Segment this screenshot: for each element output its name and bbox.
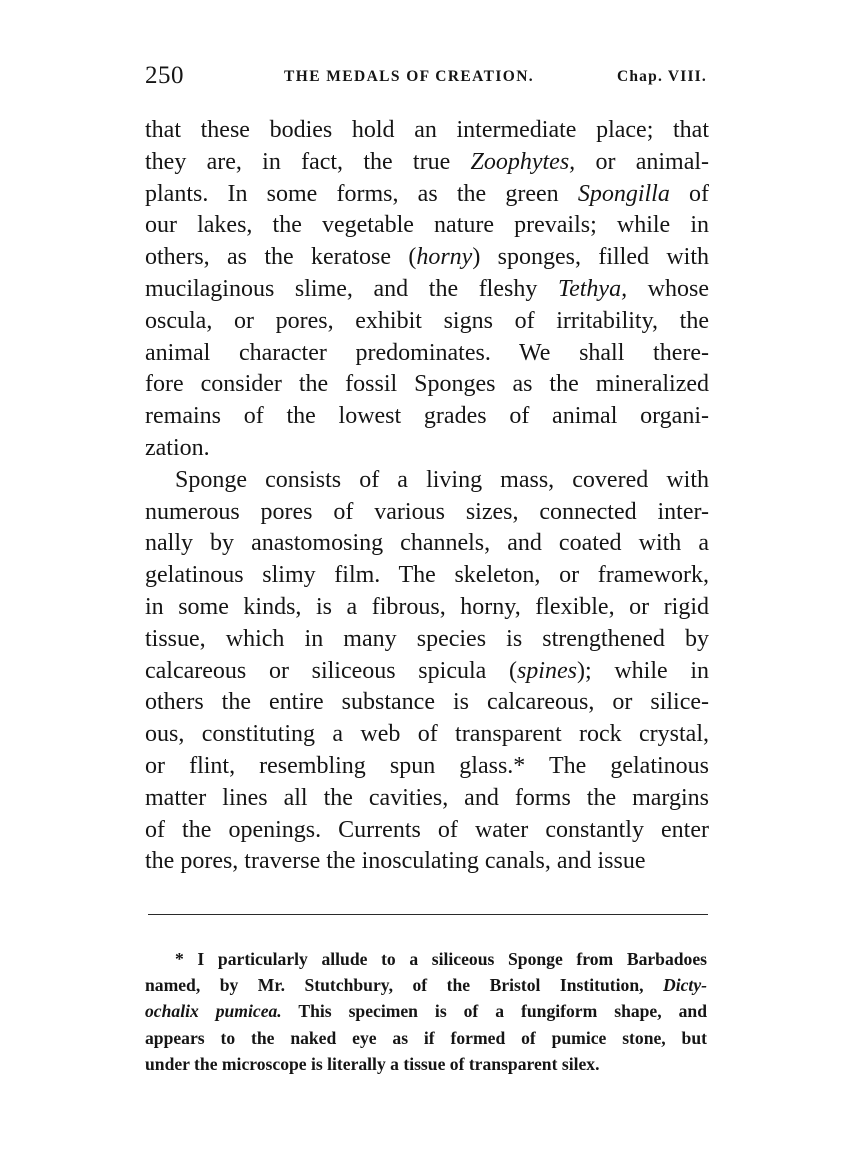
body-text-line: remains of the lowest grades of animal organi-: [145, 403, 709, 430]
footnote-line: ochalix pumicea. This specimen is of a fungiform shape, and: [145, 1001, 707, 1022]
body-text-line: in some kinds, is a fibrous, horny, flexible, or rigid: [145, 593, 709, 620]
footnote-line: * I particularly allude to a siliceous Sponge from Barbadoes: [175, 949, 707, 969]
body-text-italic-term: spines: [516, 657, 577, 684]
page-number: 250: [145, 62, 184, 89]
body-text-line: gelatinous slimy film. The skeleton, or framework,: [145, 562, 709, 589]
footnote-divider: [148, 914, 708, 915]
footnote-italic-term: Dicty-: [663, 975, 707, 996]
body-text-line: matter lines all the cavities, and forms the margins: [145, 784, 709, 811]
body-text-line: nally by anastomosing channels, and coated with a: [145, 530, 709, 557]
body-text-italic-term: Tethya,: [557, 275, 628, 302]
body-text-line: calcareous or siliceous spicula (spines); while in: [145, 657, 709, 684]
footnote-line: under the microscope is literally a tissue of transparent silex.: [145, 1053, 600, 1074]
body-text-italic-term: Spongilla: [577, 180, 670, 207]
body-text-italic-term: Zoophytes,: [470, 148, 576, 175]
body-text-line: that these bodies hold an intermediate place; that: [145, 117, 709, 143]
body-text-line: animal character predominates. We shall there-: [145, 339, 709, 366]
footnote-line: named, by Mr. Stutchbury, of the Bristol Institution, Dicty-: [145, 975, 707, 996]
body-text-line: or flint, resembling spun glass.* The gelatinous: [145, 752, 709, 779]
body-text-line: plants. In some forms, as the green Spongilla of: [145, 180, 709, 207]
running-title: THE MEDALS OF CREATION.: [284, 68, 535, 85]
body-text-line: oscula, or pores, exhibit signs of irritability, the: [145, 307, 709, 334]
body-text-line: of the openings. Currents of water constantly enter: [145, 816, 709, 843]
body-text-line: numerous pores of various sizes, connected inter-: [145, 498, 709, 525]
running-head: [145, 62, 707, 92]
chapter-label: Chap. VIII.: [616, 68, 707, 85]
footnote: [145, 946, 707, 1077]
body-text-line: Sponge consists of a living mass, covered with: [175, 466, 709, 493]
footnote-line: appears to the naked eye as if formed of pumice stone, but: [145, 1027, 707, 1048]
body-text-line: mucilaginous slime, and the fleshy Tethya, whose: [145, 275, 710, 302]
body-text-line: they are, in fact, the true Zoophytes, or animal-: [145, 148, 709, 175]
body-text-line: our lakes, the vegetable nature prevails; while in: [145, 212, 709, 239]
body-text-line: zation.: [145, 434, 210, 461]
footnote-italic-term: ochalix pumicea.: [145, 1001, 282, 1022]
body-text-line: fore consider the fossil Sponges as the mineralized: [145, 371, 709, 398]
body-text: [145, 115, 709, 878]
body-text-line: ous, constituting a web of transparent rock crystal,: [145, 721, 709, 748]
body-text-line: tissue, which in many species is strengthened by: [145, 625, 709, 652]
body-text-italic-term: horny: [416, 244, 473, 271]
body-text-line: others the entire substance is calcareous, or silice-: [145, 689, 709, 716]
body-text-line: the pores, traverse the inosculating canals, and issue: [145, 848, 646, 875]
body-text-line: others, as the keratose (horny) sponges, filled with: [145, 244, 709, 271]
